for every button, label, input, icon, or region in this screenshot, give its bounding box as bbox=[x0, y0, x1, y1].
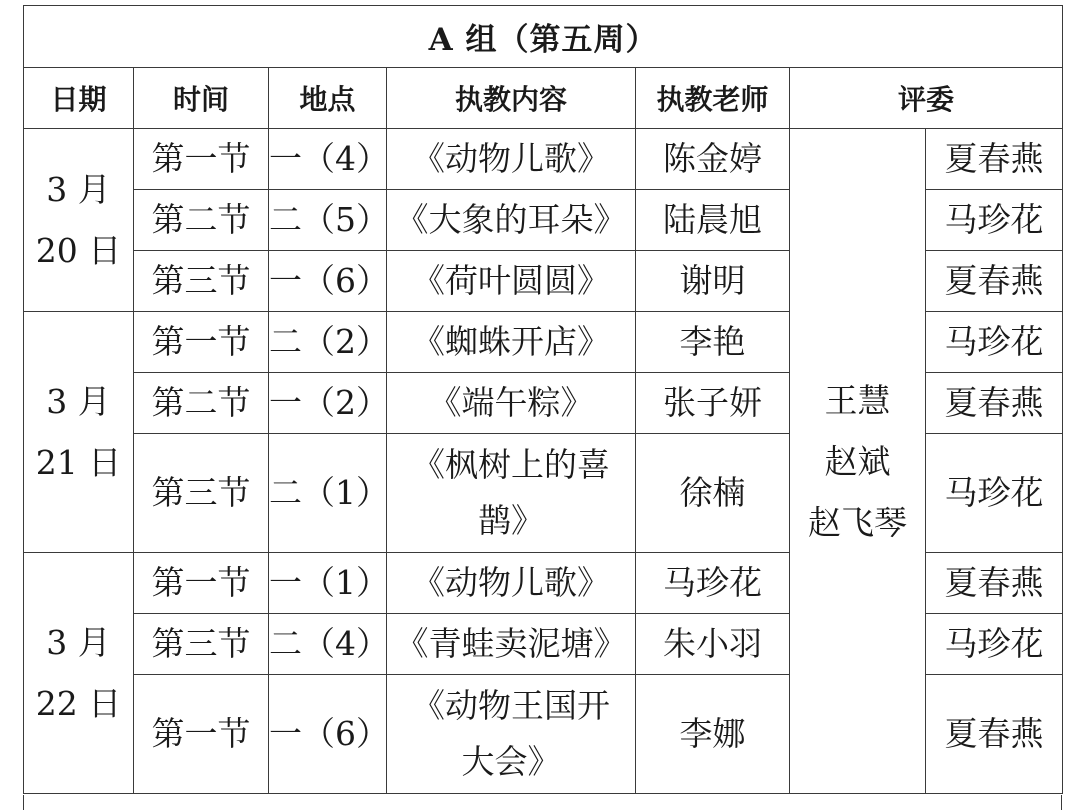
header-teacher: 执教老师 bbox=[636, 68, 790, 129]
teacher-cell: 陈金婷 bbox=[636, 129, 790, 190]
date-cell bbox=[24, 129, 134, 312]
place-cell: 一（6） bbox=[269, 675, 387, 794]
place-cell: 二（1） bbox=[269, 434, 387, 553]
date-day: 22 日 bbox=[35, 684, 122, 723]
content-line: 大会》 bbox=[461, 742, 561, 781]
header-content: 执教内容 bbox=[387, 68, 636, 129]
judge-name: 赵飞琴 bbox=[808, 502, 907, 542]
content-cell: 《动物儿歌》 bbox=[387, 129, 636, 190]
teacher-cell: 马珍花 bbox=[636, 553, 790, 614]
content-cell: 《荷叶圆圆》 bbox=[387, 251, 636, 312]
place-cell: 一（6） bbox=[269, 251, 387, 312]
date-cell bbox=[24, 553, 134, 794]
place-cell: 二（2） bbox=[269, 312, 387, 373]
teacher-cell: 朱小羽 bbox=[636, 614, 790, 675]
header-date: 日期 bbox=[24, 68, 134, 129]
content-cell bbox=[387, 434, 636, 553]
teacher-cell: 谢明 bbox=[636, 251, 790, 312]
reviewer-cell: 马珍花 bbox=[926, 190, 1063, 251]
reviewer-cell: 夏春燕 bbox=[926, 553, 1063, 614]
time-cell: 第一节 bbox=[134, 675, 269, 794]
place-cell: 一（4） bbox=[269, 129, 387, 190]
content-line: 《动物王国开 bbox=[412, 686, 610, 725]
time-cell: 第二节 bbox=[134, 373, 269, 434]
content-line: 《枫树上的喜 bbox=[412, 445, 610, 484]
date-day: 20 日 bbox=[35, 231, 122, 270]
time-cell: 第一节 bbox=[134, 312, 269, 373]
teacher-cell: 李艳 bbox=[636, 312, 790, 373]
header-time: 时间 bbox=[134, 68, 269, 129]
date-cell bbox=[24, 312, 134, 553]
date-month: 3 月 bbox=[46, 382, 111, 421]
schedule-table bbox=[23, 5, 1063, 794]
judge-name: 赵斌 bbox=[824, 441, 891, 481]
time-cell: 第二节 bbox=[134, 190, 269, 251]
reviewer-cell: 夏春燕 bbox=[926, 373, 1063, 434]
header-place: 地点 bbox=[269, 68, 387, 129]
place-cell: 一（2） bbox=[269, 373, 387, 434]
content-cell bbox=[387, 675, 636, 794]
time-cell: 第一节 bbox=[134, 553, 269, 614]
content-cell: 《青蛙卖泥塘》 bbox=[387, 614, 636, 675]
header-judges: 评委 bbox=[790, 68, 1063, 129]
time-cell: 第三节 bbox=[134, 614, 269, 675]
place-cell: 二（4） bbox=[269, 614, 387, 675]
date-month: 3 月 bbox=[46, 170, 111, 209]
table-row bbox=[24, 129, 1063, 190]
teacher-cell: 李娜 bbox=[636, 675, 790, 794]
judge-name: 王慧 bbox=[824, 380, 891, 420]
next-section-edge bbox=[23, 795, 1062, 810]
header-row bbox=[24, 68, 1063, 129]
time-cell: 第一节 bbox=[134, 129, 269, 190]
judges-panel-cell bbox=[790, 129, 926, 794]
teacher-cell: 徐楠 bbox=[636, 434, 790, 553]
time-cell: 第三节 bbox=[134, 434, 269, 553]
reviewer-cell: 夏春燕 bbox=[926, 251, 1063, 312]
content-cell: 《端午粽》 bbox=[387, 373, 636, 434]
reviewer-cell: 马珍花 bbox=[926, 614, 1063, 675]
content-line: 鹊》 bbox=[478, 501, 544, 540]
content-cell: 《大象的耳朵》 bbox=[387, 190, 636, 251]
place-cell: 一（1） bbox=[269, 553, 387, 614]
reviewer-cell: 夏春燕 bbox=[926, 129, 1063, 190]
place-cell: 二（5） bbox=[269, 190, 387, 251]
teacher-cell: 张子妍 bbox=[636, 373, 790, 434]
teacher-cell: 陆晨旭 bbox=[636, 190, 790, 251]
date-day: 21 日 bbox=[35, 443, 122, 482]
time-cell: 第三节 bbox=[134, 251, 269, 312]
reviewer-cell: 马珍花 bbox=[926, 434, 1063, 553]
date-month: 3 月 bbox=[46, 623, 111, 662]
reviewer-cell: 夏春燕 bbox=[926, 675, 1063, 794]
table-title: A 组（第五周） bbox=[24, 6, 1063, 68]
content-cell: 《蜘蛛开店》 bbox=[387, 312, 636, 373]
title-row bbox=[24, 6, 1063, 68]
reviewer-cell: 马珍花 bbox=[926, 312, 1063, 373]
content-cell: 《动物儿歌》 bbox=[387, 553, 636, 614]
